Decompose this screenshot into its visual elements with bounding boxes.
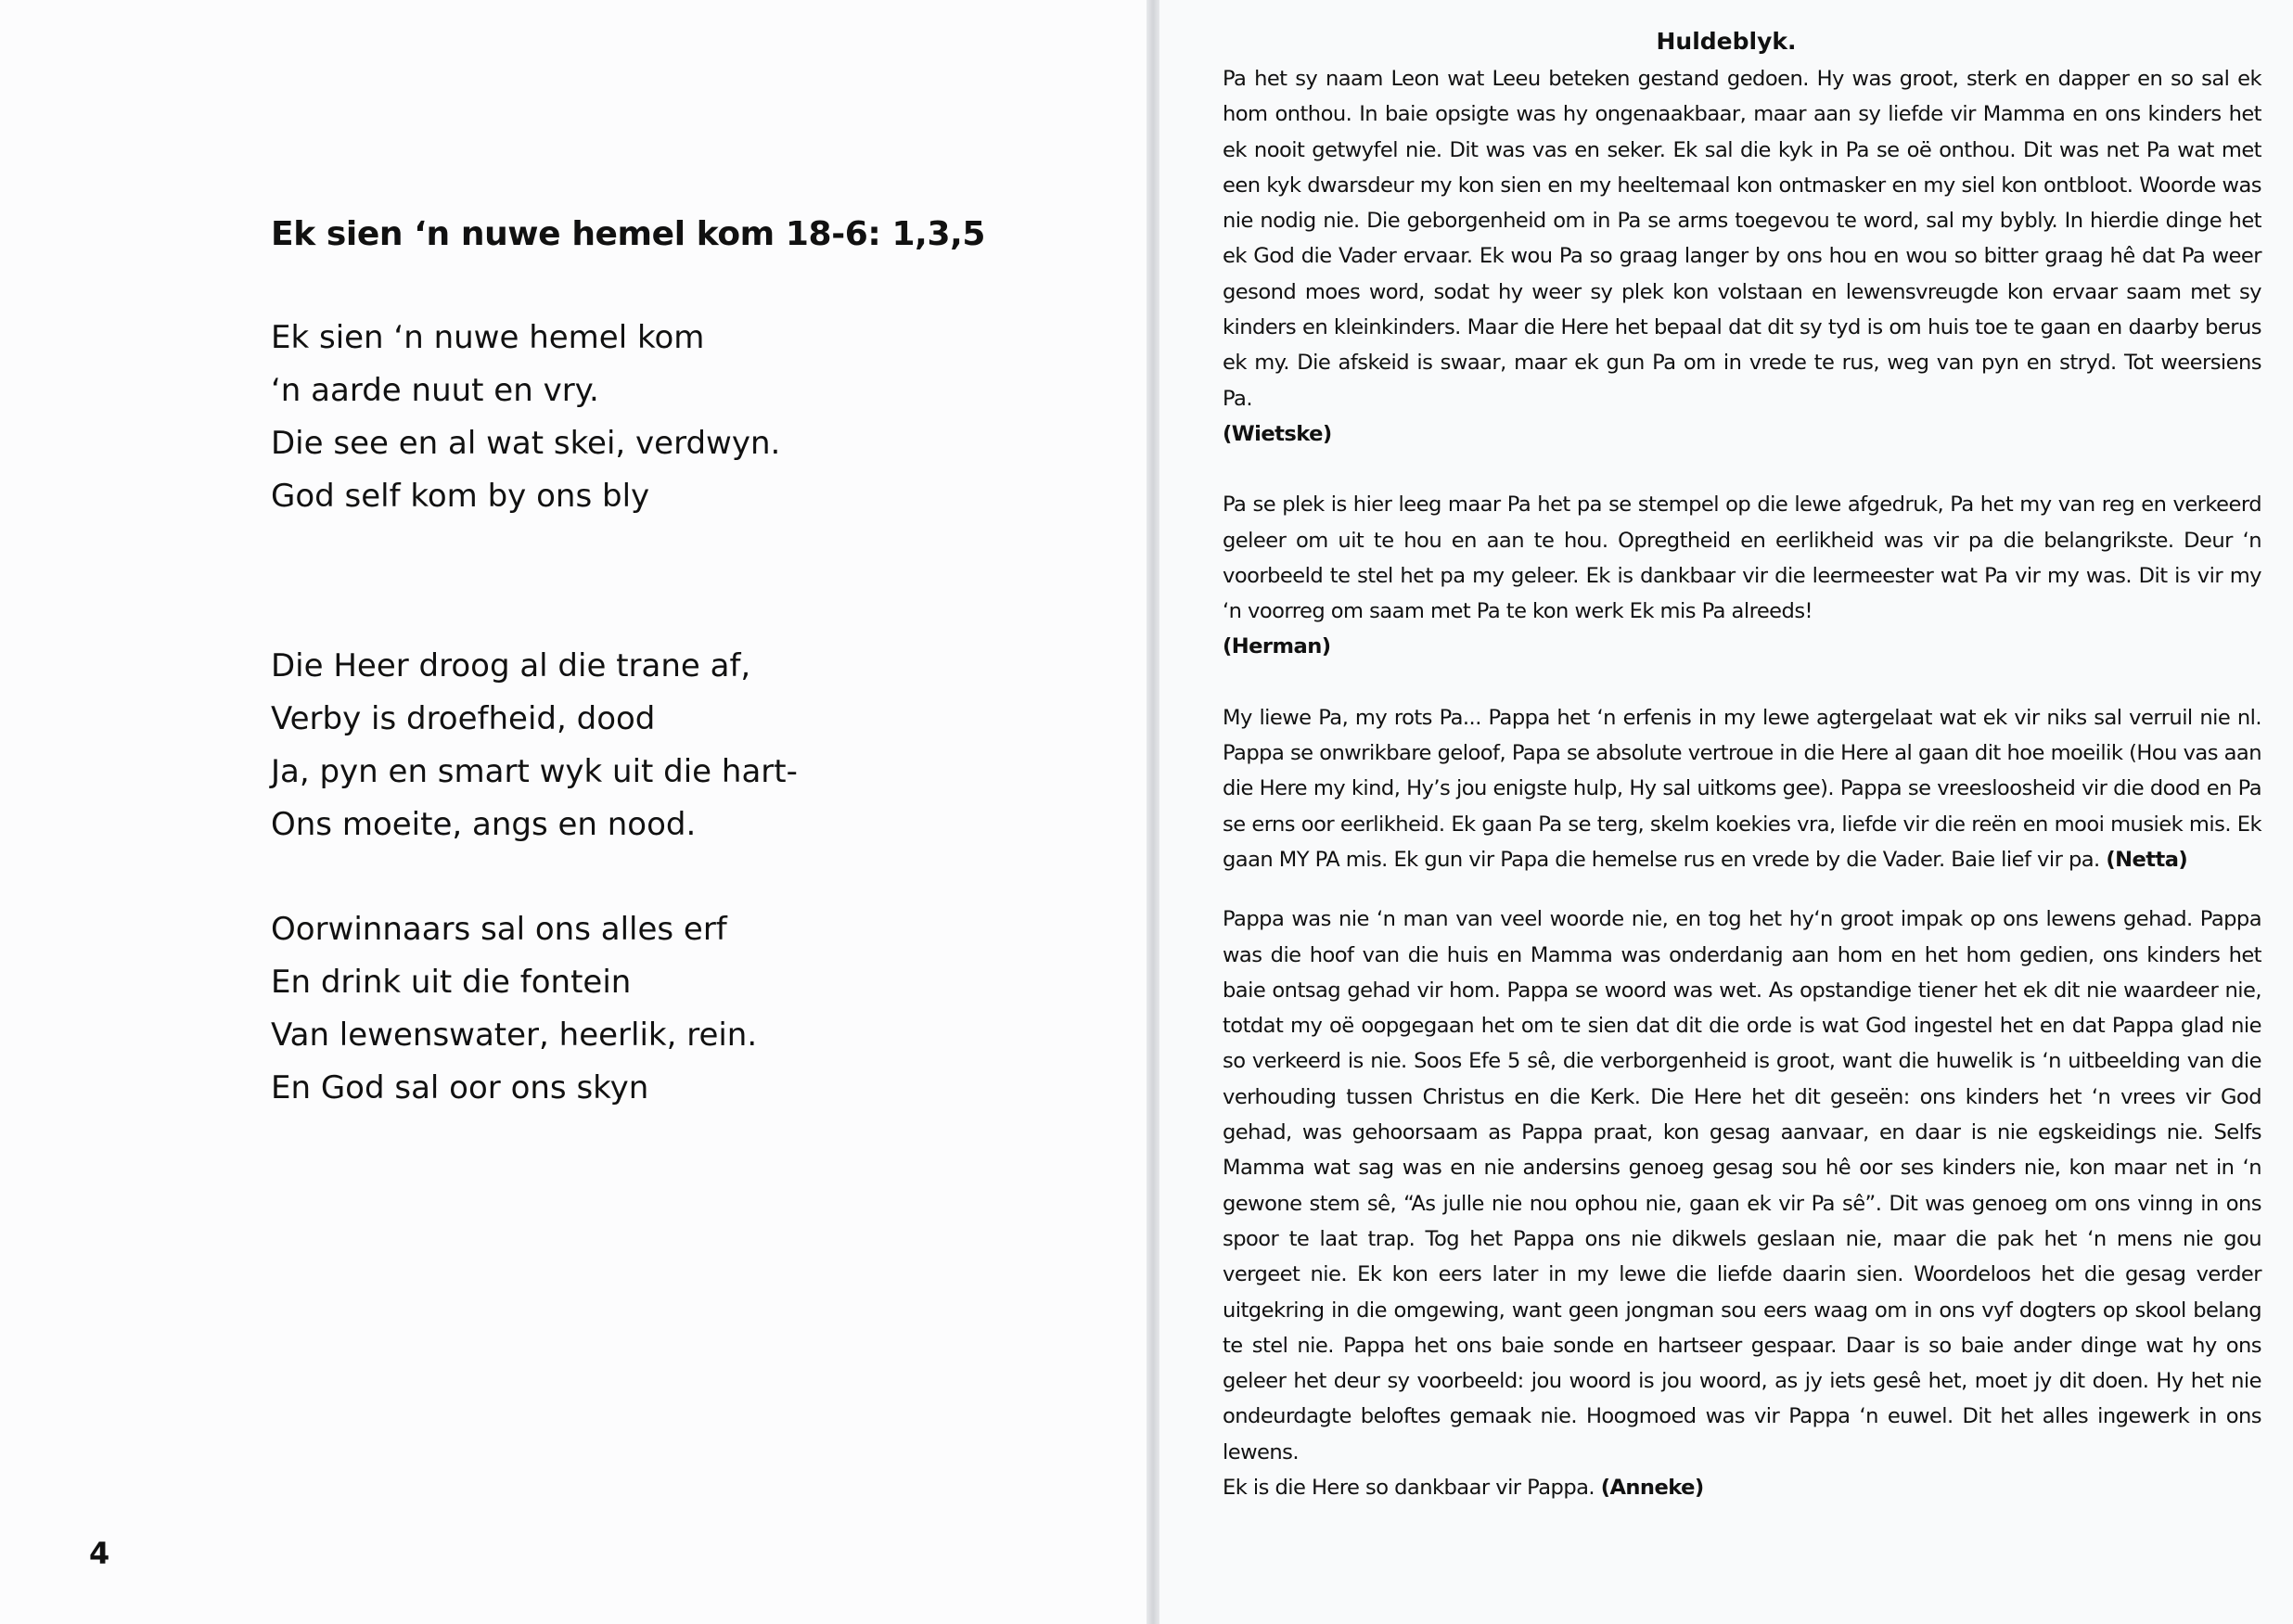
tribute-paragraph-netta bbox=[1223, 700, 2261, 877]
stanza-line: Die Heer droog al die trane af, bbox=[271, 647, 751, 684]
paragraph-text: Pa se plek is hier leeg maar Pa het pa se stempel op die lewe afgedruk, Pa het my van reg en verkeerd geleer om uit te hou en aan te hou. Opregtheid en eerlikheid was vir pa die belangrikste. Deur ‘n voorbeeld te stel het pa my geleer. Ek is dankbaar vir die leermeester wat Pa vir my was. Dit is vir my ‘n voorreg om saam met Pa te kon werk Ek mis Pa alreeds! bbox=[1223, 492, 2261, 624]
stanza-line: Oorwinnaars sal ons alles erf bbox=[271, 911, 727, 948]
stanza-1 bbox=[271, 312, 1031, 523]
stanza-line: Ja, pyn en smart wyk uit die hart- bbox=[271, 753, 798, 790]
book-gutter bbox=[1146, 0, 1159, 1624]
stanza-line: Van lewenswater, heerlik, rein. bbox=[271, 1017, 758, 1054]
paragraph-author: (Netta) bbox=[2106, 847, 2188, 872]
paragraph-text: Pappa was nie ‘n man van veel woorde nie, en tog het hy‘n groot impak op ons lewens gehad. Pappa was die hoof van die huis en Mamma was onderdanig aan hom en het hom gedien, ons kinders het baie ontsag gehad vir hom. Pappa se woord was wet. As opstandige tiener het ek dit nie waardeer nie, totdat my oë oopgegaan het om te sien dat dit die orde is wat God ingestel het en dat Pappa glad nie so verkeerd is nie. Soos Efe 5 sê, die verborgenheid is groot, want die huwelik is ‘n uitbeelding van die verhouding tussen Christus en die Kerk. Die Here het dit geseën: ons kinders het ‘n vrees vir God gehad, was gehoorsaam as Pappa praat, kon gesag aanvaar, en daar is nie egskeidings nie. Selfs Mamma wat sag was en nie andersins genoeg gesag sou hê oor ses kinders nie, kon maar net in ‘n gewone stem sê, “As julle nie nou ophou nie, gaan ek vir Pa sê”. Dit was genoeg om ons vinng in ons spoor te laat trap. Tog het Pappa ons nie dikwels geslaan nie, maar die pak het ‘n mens nie gou vergeet nie. Ek kon eers later in my lewe die liefde daarin sien. Woordeloos het die gesag verder uitgekring in die omgewing, want geen jongman sou eers waag om in ons vyf dogters op skool belang te stel nie. Pappa het ons baie sonde en hartseer gespaar. Daar is so baie ander dinge wat hy ons geleer het deur sy voorbeeld: jou woord is jou woord, as jy iets gesê het, moet jy dit doen. Hy het nie ondeurdagte beloftes gemaak nie. Hoogmoed was vir Pappa ‘n euwel. Dit het alles ingewerk in ons lewens. bbox=[1223, 907, 2261, 1464]
paragraph-author: (Wietske) bbox=[1223, 421, 1332, 446]
paragraph-text: Pa het sy naam Leon wat Leeu beteken gestand gedoen. Hy was groot, sterk en dapper en so sal ek hom onthou. In baie opsigte was hy ongenaakbaar, maar aan sy liefde vir Mamma en ons kinders het ek nooit getwyfel nie. Dit was vas en seker. Ek sal die kyk in Pa se oë onthou. Dit was net Pa wat met een kyk dwarsdeur my kon sien en my heeltemaal kon ontmasker en my siel kon ontbloot. Woorde was nie nodig nie. Die geborgenheid om in Pa se arms toegevou te word, sal my bybly. In hierdie dinge het ek God die Vader ervaar. Ek wou Pa so graag langer by ons hou en wou so bitter graag hê dat Pa weer gesond moes word, sodat hy weer sy plek kon volstaan en lewensvreugde kon ervaar saam met sy kinders en kleinkinders. Maar die Here het bepaal dat dit sy tyd is om huis toe te gaan en daarby berus ek my. Die afskeid is swaar, maar ek gun Pa om in vrede te rus, weg van pyn en stryd. Tot weersiens Pa. bbox=[1223, 67, 2261, 411]
stanza-line: Verby is droefheid, dood bbox=[271, 700, 656, 737]
right-page bbox=[1159, 0, 2293, 1624]
stanza-line: En God sal oor ons skyn bbox=[271, 1069, 649, 1106]
stanza-line: ‘n aarde nuut en vry. bbox=[271, 372, 599, 409]
paragraph-author: (Herman) bbox=[1223, 634, 1331, 659]
paragraph-text: My liewe Pa, my rots Pa... Pappa het ‘n erfenis in my lewe agtergelaat wat ek vir niks sal verruil nie nl. Pappa se onwrikbare geloof, Papa se absolute vertroue in die Here al gaan dit hoe moeilik (Hou vas aan die Here my kind, Hy’s jou enigste hulp, Hy sal uitkoms gee). Pappa se vreesloosheid vir die dood en Pa se erns oor eerlikheid. Ek gaan Pa se terg, skelm koekies vra, liefde vir die reën en mooi musiek mis. Ek gaan MY PA mis. Ek gun vir Papa die hemelse rus en vrede by die Vader. Baie lief vir pa. bbox=[1223, 705, 2261, 872]
stanza-line: Die see en al wat skei, verdwyn. bbox=[271, 425, 781, 462]
tribute-title: Huldeblyk. bbox=[1656, 28, 1797, 55]
tribute-body bbox=[1223, 61, 2261, 1505]
paragraph-author: (Anneke) bbox=[1600, 1475, 1704, 1500]
tribute-closing-line bbox=[1223, 1470, 2261, 1505]
stanza-line: God self kom by ons bly bbox=[271, 478, 650, 515]
stanza-2 bbox=[271, 640, 1031, 851]
hymn-title: Ek sien ‘n nuwe hemel kom 18-6: 1,3,5 bbox=[271, 215, 986, 253]
tribute-paragraph-anneke bbox=[1223, 902, 2261, 1470]
tribute-paragraph-wietske bbox=[1223, 61, 2261, 452]
page-number: 4 bbox=[89, 1536, 110, 1571]
tribute-paragraph-herman bbox=[1223, 487, 2261, 664]
stanza-line: Ons moeite, angs en nood. bbox=[271, 806, 697, 843]
stanza-line: En drink uit die fontein bbox=[271, 964, 632, 1001]
stanza-3 bbox=[271, 903, 1031, 1115]
paragraph-text: Ek is die Here so dankbaar vir Pappa. bbox=[1223, 1475, 1595, 1500]
stanza-line: Ek sien ‘n nuwe hemel kom bbox=[271, 319, 705, 356]
